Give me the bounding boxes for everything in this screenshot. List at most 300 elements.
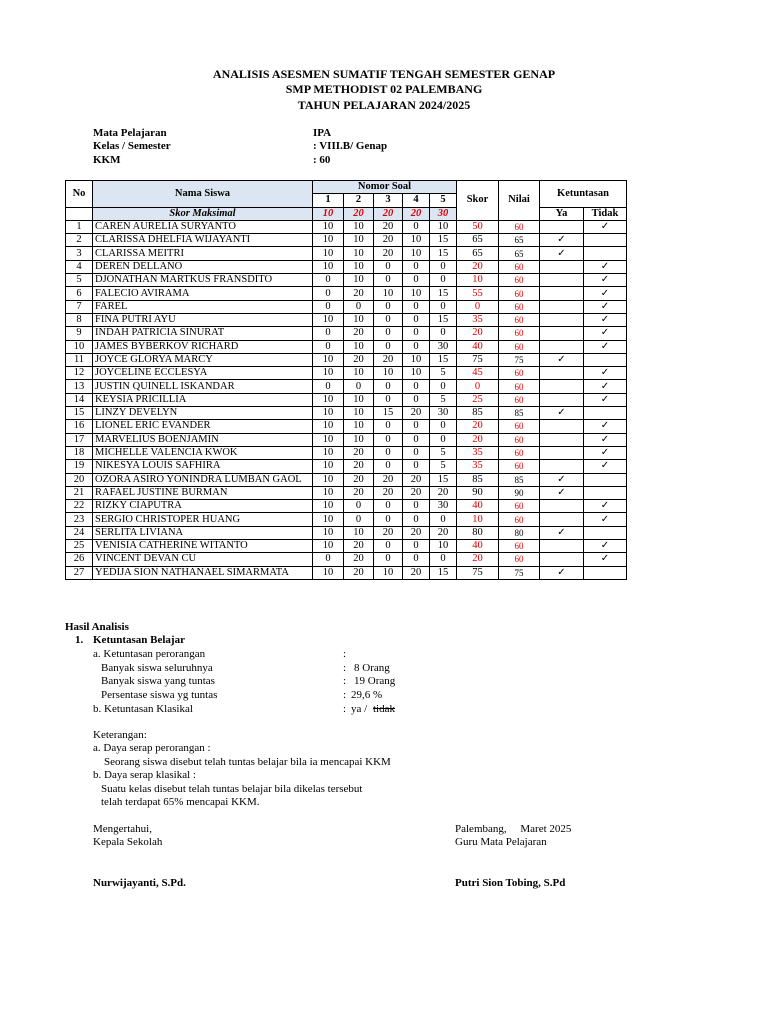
meta-class	[93, 140, 387, 153]
student-name: LINZY DEVELYN	[93, 407, 313, 420]
row-no: 13	[66, 380, 93, 393]
soal-score-2: 20	[344, 473, 374, 486]
row-no: 16	[66, 420, 93, 433]
skor-cell: 40	[457, 540, 499, 553]
nilai-cell: 60	[499, 513, 540, 526]
header-soal-2: 2	[344, 194, 374, 207]
soal-score-5: 15	[430, 353, 457, 366]
student-name: CLARISSA MEITRI	[93, 247, 313, 260]
ya-cell	[540, 274, 584, 287]
soal-score-5: 0	[430, 274, 457, 287]
ya-cell: ✓	[540, 473, 584, 486]
tidak-cell: ✓	[584, 513, 627, 526]
soal-score-5: 15	[430, 313, 457, 326]
table-row	[66, 234, 627, 247]
soal-score-4: 10	[403, 234, 430, 247]
analysis-item-colon: :	[343, 689, 347, 701]
nilai-cell: 60	[499, 500, 540, 513]
soal-score-3: 0	[374, 393, 403, 406]
skor-cell: 20	[457, 433, 499, 446]
soal-score-2: 20	[344, 553, 374, 566]
analysis-item-label: Banyak siswa seluruhnya	[101, 662, 213, 674]
skor-cell: 85	[457, 407, 499, 420]
table-row	[66, 220, 627, 233]
notes-title: Keterangan:	[93, 729, 147, 741]
table-row	[66, 340, 627, 353]
analysis-item-value: 29,6 %	[351, 689, 383, 701]
soal-score-4: 10	[403, 247, 430, 260]
soal-score-1: 0	[313, 287, 344, 300]
table-row	[66, 553, 627, 566]
ya-cell: ✓	[540, 486, 584, 499]
skor-cell: 10	[457, 513, 499, 526]
soal-score-4: 0	[403, 313, 430, 326]
soal-score-2: 20	[344, 460, 374, 473]
row-no: 9	[66, 327, 93, 340]
soal-score-3: 20	[374, 353, 403, 366]
soal-score-4: 10	[403, 353, 430, 366]
student-name: FALECIO AVIRAMA	[93, 287, 313, 300]
row-no: 8	[66, 313, 93, 326]
max-score-3: 20	[374, 207, 403, 220]
tidak-cell	[584, 234, 627, 247]
soal-score-4: 0	[403, 540, 430, 553]
student-name: JUSTIN QUINELL ISKANDAR	[93, 380, 313, 393]
soal-score-1: 10	[313, 220, 344, 233]
ya-cell	[540, 420, 584, 433]
soal-score-4: 0	[403, 274, 430, 287]
header-soal-5: 5	[430, 194, 457, 207]
student-name: KEYSIA PRICILLIA	[93, 393, 313, 406]
student-name: RIZKY CIAPUTRA	[93, 500, 313, 513]
soal-score-3: 0	[374, 274, 403, 287]
soal-score-3: 0	[374, 460, 403, 473]
ya-cell	[540, 380, 584, 393]
tidak-cell: ✓	[584, 553, 627, 566]
skor-cell: 90	[457, 486, 499, 499]
row-no: 17	[66, 433, 93, 446]
nilai-cell: 60	[499, 380, 540, 393]
row-no: 26	[66, 553, 93, 566]
soal-score-5: 30	[430, 500, 457, 513]
soal-score-2: 20	[344, 353, 374, 366]
student-name: LIONEL ERIC EVANDER	[93, 420, 313, 433]
meta-label: Kelas / Semester	[93, 140, 171, 153]
soal-score-4: 0	[403, 433, 430, 446]
soal-score-4: 20	[403, 526, 430, 539]
skor-cell: 75	[457, 566, 499, 579]
table-row	[66, 513, 627, 526]
soal-score-4: 0	[403, 500, 430, 513]
soal-score-2: 0	[344, 300, 374, 313]
skor-cell: 65	[457, 247, 499, 260]
tidak-cell: ✓	[584, 433, 627, 446]
tidak-cell	[584, 526, 627, 539]
ya-cell: ✓	[540, 247, 584, 260]
table-row	[66, 313, 627, 326]
row-no: 10	[66, 340, 93, 353]
soal-score-2: 10	[344, 234, 374, 247]
ya-cell	[540, 460, 584, 473]
table-row	[66, 353, 627, 366]
notes-b-text2: telah terdapat 65% mencapai KKM.	[101, 796, 260, 808]
skor-cell: 35	[457, 460, 499, 473]
student-name: SERLITA LIVIANA	[93, 526, 313, 539]
table-row	[66, 500, 627, 513]
tidak-cell	[584, 473, 627, 486]
header-nilai: Nilai	[499, 181, 540, 221]
ya-cell	[540, 313, 584, 326]
student-name: MICHELLE VALENCIA KWOK	[93, 446, 313, 459]
soal-score-5: 0	[430, 300, 457, 313]
student-name: DJONATHAN MARTKUS FRANSDITO	[93, 274, 313, 287]
soal-score-3: 20	[374, 247, 403, 260]
tidak-cell	[584, 407, 627, 420]
soal-score-3: 0	[374, 327, 403, 340]
student-name: INDAH PATRICIA SINURAT	[93, 327, 313, 340]
tidak-cell: ✓	[584, 287, 627, 300]
soal-score-3: 20	[374, 234, 403, 247]
soal-score-2: 20	[344, 566, 374, 579]
soal-score-1: 10	[313, 393, 344, 406]
nilai-cell: 60	[499, 287, 540, 300]
table-row	[66, 274, 627, 287]
soal-score-1: 10	[313, 540, 344, 553]
nilai-cell: 60	[499, 274, 540, 287]
max-score-1: 10	[313, 207, 344, 220]
soal-score-1: 10	[313, 486, 344, 499]
row-no: 1	[66, 220, 93, 233]
ya-cell	[540, 553, 584, 566]
notes-a: a. Daya serap perorangan :	[93, 742, 211, 754]
nilai-cell: 60	[499, 367, 540, 380]
tidak-cell: ✓	[584, 260, 627, 273]
table-row	[66, 287, 627, 300]
soal-score-3: 0	[374, 433, 403, 446]
doc-title-line2: SMP METHODIST 02 PALEMBANG	[285, 82, 483, 96]
soal-score-2: 10	[344, 407, 374, 420]
soal-score-1: 10	[313, 313, 344, 326]
sign-left-line1: Mengertahui,	[93, 823, 152, 835]
skor-cell: 20	[457, 553, 499, 566]
tidak-cell	[584, 247, 627, 260]
analysis-item-value: 8 Orang	[354, 662, 390, 674]
meta-value: IPA	[313, 127, 332, 139]
soal-score-1: 10	[313, 513, 344, 526]
soal-score-5: 30	[430, 340, 457, 353]
nilai-cell: 75	[499, 353, 540, 366]
table-row	[66, 393, 627, 406]
row-no: 15	[66, 407, 93, 420]
tidak-cell: ✓	[584, 367, 627, 380]
max-row-label: Skor Maksimal	[93, 207, 313, 220]
table-row	[66, 460, 627, 473]
table-row	[66, 327, 627, 340]
nilai-cell: 80	[499, 526, 540, 539]
row-no: 22	[66, 500, 93, 513]
notes-b-text1: Suatu kelas disebut telah tuntas belajar bila dikelas tersebut	[101, 783, 363, 795]
header-nomor-soal: Nomor Soal	[313, 181, 457, 194]
nilai-cell: 60	[499, 393, 540, 406]
student-name: SERGIO CHRISTOPER HUANG	[93, 513, 313, 526]
soal-score-2: 10	[344, 260, 374, 273]
header-ketuntasan: Ketuntasan	[540, 181, 627, 208]
ya-cell	[540, 287, 584, 300]
soal-score-5: 20	[430, 486, 457, 499]
tidak-cell: ✓	[584, 460, 627, 473]
soal-score-5: 15	[430, 247, 457, 260]
tidak-cell: ✓	[584, 393, 627, 406]
soal-score-1: 10	[313, 500, 344, 513]
skor-cell: 0	[457, 380, 499, 393]
meta-kkm	[93, 154, 387, 167]
soal-score-1: 10	[313, 526, 344, 539]
skor-cell: 0	[457, 300, 499, 313]
ya-cell: ✓	[540, 526, 584, 539]
table-row	[66, 300, 627, 313]
tidak-cell: ✓	[584, 420, 627, 433]
soal-score-2: 10	[344, 393, 374, 406]
soal-score-3: 0	[374, 300, 403, 313]
soal-score-5: 15	[430, 234, 457, 247]
nilai-cell: 60	[499, 420, 540, 433]
analysis-a-label: a. Ketuntasan perorangan	[93, 648, 206, 660]
student-name: VENISIA CATHERINE WITANTO	[93, 540, 313, 553]
soal-score-2: 10	[344, 420, 374, 433]
soal-score-4: 0	[403, 460, 430, 473]
nilai-cell: 60	[499, 553, 540, 566]
student-name: JOYCELINE ECCLESYA	[93, 367, 313, 380]
row-no: 2	[66, 234, 93, 247]
soal-score-1: 0	[313, 340, 344, 353]
soal-score-4: 20	[403, 566, 430, 579]
soal-score-3: 0	[374, 553, 403, 566]
nilai-cell: 90	[499, 486, 540, 499]
row-no: 23	[66, 513, 93, 526]
row-no: 27	[66, 566, 93, 579]
row-no: 11	[66, 353, 93, 366]
soal-score-1: 0	[313, 327, 344, 340]
doc-title-line3: TAHUN PELAJARAN 2024/2025	[297, 98, 471, 112]
soal-score-1: 10	[313, 353, 344, 366]
soal-score-2: 20	[344, 446, 374, 459]
soal-score-4: 0	[403, 393, 430, 406]
tidak-cell: ✓	[584, 340, 627, 353]
analysis-item-colon: :	[343, 662, 347, 674]
row-no: 14	[66, 393, 93, 406]
analysis-a-colon: :	[343, 648, 347, 660]
tidak-cell: ✓	[584, 300, 627, 313]
header-no: No	[66, 181, 93, 208]
student-rows	[66, 220, 627, 579]
max-score-4: 20	[403, 207, 430, 220]
soal-score-5: 0	[430, 260, 457, 273]
soal-score-5: 0	[430, 420, 457, 433]
header-soal-4: 4	[403, 194, 430, 207]
analysis-item-label: Banyak siswa yang tuntas	[101, 675, 215, 687]
header-name: Nama Siswa	[93, 181, 313, 208]
tidak-cell: ✓	[584, 446, 627, 459]
soal-score-2: 10	[344, 526, 374, 539]
soal-score-5: 0	[430, 513, 457, 526]
soal-score-3: 0	[374, 540, 403, 553]
row-no: 21	[66, 486, 93, 499]
soal-score-4: 0	[403, 380, 430, 393]
max-score-5: 30	[430, 207, 457, 220]
nilai-cell: 75	[499, 566, 540, 579]
nilai-cell: 60	[499, 327, 540, 340]
skor-cell: 45	[457, 367, 499, 380]
soal-score-2: 0	[344, 513, 374, 526]
soal-score-3: 20	[374, 486, 403, 499]
row-no: 24	[66, 526, 93, 539]
table-row	[66, 260, 627, 273]
soal-score-3: 0	[374, 340, 403, 353]
nilai-cell: 60	[499, 313, 540, 326]
soal-score-5: 5	[430, 367, 457, 380]
student-name: YEDIJA SION NATHANAEL SIMARMATA	[93, 566, 313, 579]
ya-cell: ✓	[540, 566, 584, 579]
header-skor: Skor	[457, 181, 499, 221]
soal-score-1: 0	[313, 274, 344, 287]
row-no: 4	[66, 260, 93, 273]
soal-score-5: 20	[430, 526, 457, 539]
soal-score-4: 20	[403, 407, 430, 420]
skor-cell: 10	[457, 274, 499, 287]
soal-score-4: 0	[403, 220, 430, 233]
ya-cell	[540, 327, 584, 340]
tidak-cell: ✓	[584, 220, 627, 233]
student-name: FAREL	[93, 300, 313, 313]
student-name: RAFAEL JUSTINE BURMAN	[93, 486, 313, 499]
skor-cell: 20	[457, 260, 499, 273]
analysis-item-label: Persentase siswa yg tuntas	[101, 689, 218, 701]
soal-score-1: 10	[313, 260, 344, 273]
nilai-cell: 60	[499, 340, 540, 353]
header-tidak: Tidak	[584, 207, 627, 220]
ya-cell	[540, 500, 584, 513]
ya-cell	[540, 220, 584, 233]
score-table	[65, 180, 627, 580]
row-no: 5	[66, 274, 93, 287]
ya-cell	[540, 300, 584, 313]
meta-value: : 60	[313, 153, 331, 166]
sign-right-line1: Palembang, Maret 2025	[455, 823, 572, 835]
soal-score-1: 10	[313, 247, 344, 260]
notes-a-text: Seorang siswa disebut telah tuntas belajar bila ia mencapai KKM	[104, 756, 391, 768]
row-no: 25	[66, 540, 93, 553]
meta-block	[93, 127, 387, 167]
analysis-item-value: 19 Orang	[354, 675, 396, 687]
soal-score-4: 0	[403, 300, 430, 313]
soal-score-3: 10	[374, 287, 403, 300]
soal-score-2: 10	[344, 247, 374, 260]
header-ya: Ya	[540, 207, 584, 220]
soal-score-1: 10	[313, 407, 344, 420]
table-row	[66, 526, 627, 539]
soal-score-1: 0	[313, 553, 344, 566]
skor-cell: 40	[457, 500, 499, 513]
sign-left-line2: Kepala Sekolah	[93, 836, 163, 848]
ya-cell: ✓	[540, 234, 584, 247]
sign-right-line2: Guru Mata Pelajaran	[455, 836, 547, 848]
soal-score-3: 10	[374, 367, 403, 380]
table-row	[66, 407, 627, 420]
soal-score-4: 10	[403, 367, 430, 380]
soal-score-2: 20	[344, 540, 374, 553]
table-row	[66, 380, 627, 393]
soal-score-4: 20	[403, 486, 430, 499]
analysis-title: Hasil Analisis	[65, 621, 129, 633]
student-name: MARVELIUS BOENJAMIN	[93, 433, 313, 446]
max-row-no	[66, 207, 93, 220]
skor-cell: 20	[457, 420, 499, 433]
soal-score-4: 0	[403, 553, 430, 566]
tidak-cell: ✓	[584, 327, 627, 340]
soal-score-3: 20	[374, 220, 403, 233]
soal-score-2: 10	[344, 313, 374, 326]
soal-score-4: 0	[403, 340, 430, 353]
soal-score-1: 0	[313, 300, 344, 313]
soal-score-5: 5	[430, 446, 457, 459]
analysis-subtitle: Ketuntasan Belajar	[93, 634, 185, 646]
soal-score-5: 10	[430, 540, 457, 553]
ya-cell	[540, 540, 584, 553]
ya-cell: ✓	[540, 353, 584, 366]
table-row	[66, 486, 627, 499]
ya-cell	[540, 260, 584, 273]
soal-score-1: 10	[313, 420, 344, 433]
soal-score-2: 10	[344, 220, 374, 233]
soal-score-1: 10	[313, 566, 344, 579]
soal-score-4: 0	[403, 446, 430, 459]
tidak-cell: ✓	[584, 274, 627, 287]
table-row	[66, 247, 627, 260]
student-name: CLARISSA DHELFIA WIJAYANTI	[93, 234, 313, 247]
soal-score-5: 5	[430, 393, 457, 406]
soal-score-1: 10	[313, 433, 344, 446]
soal-score-2: 10	[344, 340, 374, 353]
skor-cell: 35	[457, 313, 499, 326]
ya-cell	[540, 393, 584, 406]
analysis-b-tidak: tidak	[373, 703, 395, 715]
header-soal-3: 3	[374, 194, 403, 207]
soal-score-3: 0	[374, 260, 403, 273]
soal-score-2: 0	[344, 500, 374, 513]
skor-cell: 20	[457, 327, 499, 340]
ya-cell	[540, 367, 584, 380]
meta-value: : VIII.B/ Genap	[313, 140, 388, 153]
soal-score-5: 15	[430, 473, 457, 486]
tidak-cell: ✓	[584, 380, 627, 393]
skor-cell: 55	[457, 287, 499, 300]
soal-score-2: 10	[344, 367, 374, 380]
row-no: 12	[66, 367, 93, 380]
row-no: 20	[66, 473, 93, 486]
soal-score-2: 10	[344, 274, 374, 287]
soal-score-5: 30	[430, 407, 457, 420]
soal-score-3: 0	[374, 500, 403, 513]
meta-label: KKM	[93, 153, 121, 166]
nilai-cell: 60	[499, 300, 540, 313]
nilai-cell: 85	[499, 473, 540, 486]
soal-score-5: 15	[430, 287, 457, 300]
student-name: DEREN DELLANO	[93, 260, 313, 273]
nilai-cell: 60	[499, 433, 540, 446]
skor-cell: 35	[457, 446, 499, 459]
soal-score-1: 0	[313, 380, 344, 393]
skor-cell: 80	[457, 526, 499, 539]
